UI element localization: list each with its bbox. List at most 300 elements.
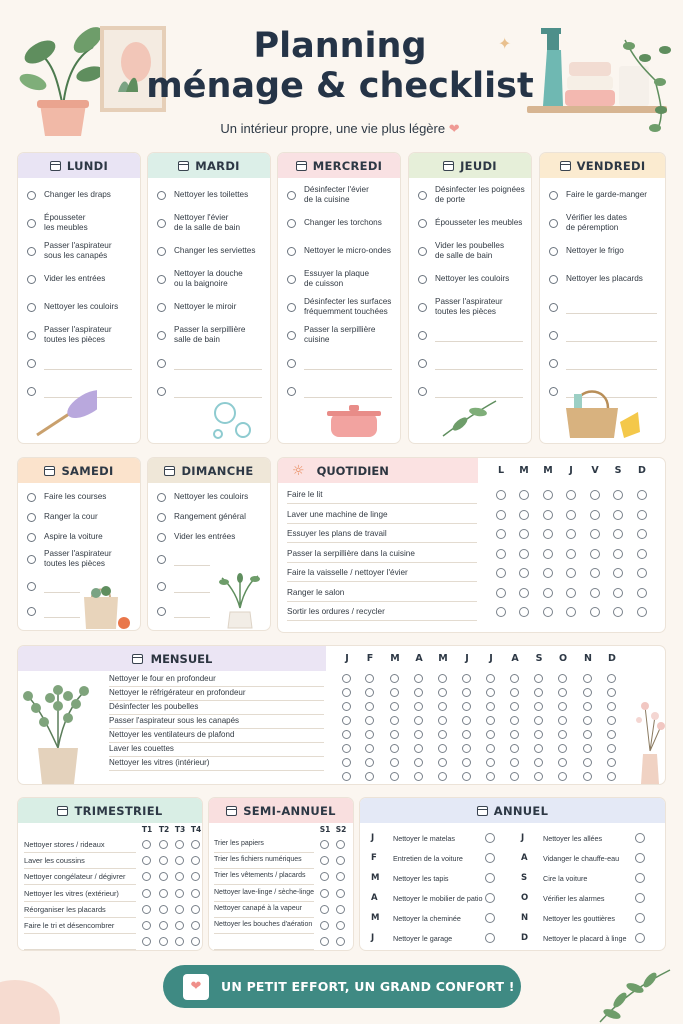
checkbox[interactable]: [558, 674, 567, 683]
checkbox[interactable]: [438, 772, 447, 781]
checkbox[interactable]: [342, 674, 351, 683]
checkbox[interactable]: [418, 247, 427, 256]
checkbox[interactable]: [613, 549, 623, 559]
checkbox[interactable]: [486, 716, 495, 725]
checkbox[interactable]: [613, 588, 623, 598]
checkbox[interactable]: [590, 568, 600, 578]
task-row[interactable]: [18, 214, 140, 232]
checkbox[interactable]: [607, 744, 616, 753]
checkbox[interactable]: [418, 387, 427, 396]
checkbox[interactable]: [157, 493, 166, 502]
checkbox[interactable]: [566, 529, 576, 539]
task-row[interactable]: [148, 326, 270, 344]
checkbox[interactable]: [635, 893, 645, 903]
checkbox[interactable]: [486, 744, 495, 753]
checkbox[interactable]: [191, 937, 200, 946]
row-line: [109, 728, 324, 729]
checkbox[interactable]: [534, 772, 543, 781]
checkbox[interactable]: [462, 758, 471, 767]
checkbox[interactable]: [635, 853, 645, 863]
checkbox[interactable]: [607, 688, 616, 697]
checkbox[interactable]: [142, 937, 151, 946]
checkbox[interactable]: [414, 716, 423, 725]
checkbox[interactable]: [438, 730, 447, 739]
checkbox[interactable]: [27, 359, 36, 368]
task-row[interactable]: [148, 508, 270, 526]
checkbox[interactable]: [590, 549, 600, 559]
task-label: Vider les entrées: [174, 531, 236, 541]
checkbox[interactable]: [438, 702, 447, 711]
checkbox[interactable]: [320, 889, 329, 898]
checkbox[interactable]: [191, 872, 200, 881]
checkbox[interactable]: [485, 913, 495, 923]
checkbox[interactable]: [519, 549, 529, 559]
checkbox[interactable]: [27, 275, 36, 284]
checkbox[interactable]: [607, 730, 616, 739]
checkbox[interactable]: [566, 549, 576, 559]
leaf-branch-illustration: [590, 960, 680, 1024]
checkbox[interactable]: [157, 219, 166, 228]
checkbox[interactable]: [496, 510, 506, 520]
checkbox[interactable]: [365, 702, 374, 711]
checkbox[interactable]: [558, 716, 567, 725]
checkbox[interactable]: [590, 529, 600, 539]
checkbox[interactable]: [27, 607, 36, 616]
task-row[interactable]: [148, 186, 270, 204]
checkbox[interactable]: [159, 856, 168, 865]
checkbox[interactable]: [287, 275, 296, 284]
checkbox[interactable]: [157, 275, 166, 284]
checkbox[interactable]: [543, 510, 553, 520]
task-row[interactable]: [278, 298, 400, 316]
checkbox[interactable]: [159, 840, 168, 849]
checkbox[interactable]: [607, 772, 616, 781]
checkbox[interactable]: [27, 555, 36, 564]
checkbox[interactable]: [320, 872, 329, 881]
checkbox[interactable]: [342, 716, 351, 725]
checkbox[interactable]: [438, 674, 447, 683]
checkbox[interactable]: [157, 607, 166, 616]
checkbox[interactable]: [438, 688, 447, 697]
checkbox[interactable]: [637, 529, 647, 539]
checkbox[interactable]: [157, 387, 166, 396]
checkbox[interactable]: [336, 840, 345, 849]
checkbox[interactable]: [637, 607, 647, 617]
checkbox[interactable]: [365, 688, 374, 697]
checkbox[interactable]: [159, 889, 168, 898]
checkbox[interactable]: [390, 688, 399, 697]
checkbox[interactable]: [590, 510, 600, 520]
checkbox[interactable]: [390, 730, 399, 739]
checkbox[interactable]: [583, 730, 592, 739]
checkbox[interactable]: [566, 510, 576, 520]
checkbox[interactable]: [27, 191, 36, 200]
task-row[interactable]: [540, 270, 665, 288]
task-row[interactable]: [18, 550, 140, 568]
checkbox[interactable]: [159, 937, 168, 946]
checkbox[interactable]: [496, 549, 506, 559]
checkbox[interactable]: [637, 588, 647, 598]
day-header: [18, 153, 140, 178]
task-row[interactable]: [409, 270, 531, 288]
checkbox[interactable]: [157, 359, 166, 368]
checkbox[interactable]: [635, 873, 645, 883]
checkbox[interactable]: [142, 905, 151, 914]
checkbox[interactable]: [543, 607, 553, 617]
checkbox[interactable]: [175, 905, 184, 914]
checkbox[interactable]: [485, 853, 495, 863]
checkbox[interactable]: [543, 588, 553, 598]
checkbox[interactable]: [27, 493, 36, 502]
checkbox[interactable]: [485, 893, 495, 903]
checkbox[interactable]: [159, 921, 168, 930]
checkbox[interactable]: [558, 758, 567, 767]
checkbox[interactable]: [510, 674, 519, 683]
checkbox[interactable]: [566, 490, 576, 500]
checkbox[interactable]: [142, 856, 151, 865]
checkbox[interactable]: [365, 730, 374, 739]
checkbox[interactable]: [510, 702, 519, 711]
checkbox[interactable]: [191, 905, 200, 914]
checkbox[interactable]: [566, 607, 576, 617]
checkbox[interactable]: [462, 674, 471, 683]
checkbox[interactable]: [549, 191, 558, 200]
checkbox[interactable]: [159, 905, 168, 914]
checkbox[interactable]: [558, 702, 567, 711]
checkbox[interactable]: [613, 529, 623, 539]
checkbox[interactable]: [365, 716, 374, 725]
checkbox[interactable]: [485, 873, 495, 883]
checkbox[interactable]: [519, 568, 529, 578]
checkbox[interactable]: [637, 549, 647, 559]
checkbox[interactable]: [191, 889, 200, 898]
checkbox[interactable]: [496, 568, 506, 578]
task-label: Laver les couettes: [109, 744, 174, 753]
checkbox[interactable]: [607, 758, 616, 767]
checkbox[interactable]: [462, 730, 471, 739]
checkbox[interactable]: [175, 937, 184, 946]
checkbox[interactable]: [637, 510, 647, 520]
quarter-column-label: T2: [158, 825, 170, 834]
checkbox[interactable]: [336, 937, 345, 946]
checkbox[interactable]: [534, 730, 543, 739]
checkbox[interactable]: [157, 533, 166, 542]
checkbox[interactable]: [438, 716, 447, 725]
dimanche-title: DIMANCHE: [181, 463, 254, 478]
checkbox[interactable]: [287, 247, 296, 256]
checkbox[interactable]: [519, 607, 529, 617]
checkbox[interactable]: [583, 744, 592, 753]
checkbox[interactable]: [510, 744, 519, 753]
checkbox[interactable]: [342, 688, 351, 697]
checkbox[interactable]: [519, 529, 529, 539]
task-row[interactable]: [148, 214, 270, 232]
checkbox[interactable]: [549, 275, 558, 284]
checkbox[interactable]: [543, 568, 553, 578]
task-row[interactable]: [18, 528, 140, 546]
task-row[interactable]: [409, 186, 531, 204]
checkbox[interactable]: [519, 490, 529, 500]
checkbox[interactable]: [27, 247, 36, 256]
checkbox[interactable]: [486, 772, 495, 781]
checkbox[interactable]: [390, 716, 399, 725]
checkbox[interactable]: [414, 702, 423, 711]
checkbox[interactable]: [558, 744, 567, 753]
checkbox[interactable]: [390, 702, 399, 711]
plant-vase-illustration: [218, 568, 262, 631]
checkbox[interactable]: [175, 921, 184, 930]
checkbox[interactable]: [365, 772, 374, 781]
task-label: Réorganiser les placards: [24, 904, 106, 914]
checkbox[interactable]: [175, 872, 184, 881]
checkbox[interactable]: [486, 674, 495, 683]
checkbox[interactable]: [583, 702, 592, 711]
checkbox[interactable]: [566, 588, 576, 598]
checkbox[interactable]: [414, 688, 423, 697]
checkbox[interactable]: [365, 674, 374, 683]
checkbox[interactable]: [486, 702, 495, 711]
checkbox[interactable]: [27, 582, 36, 591]
checkbox[interactable]: [462, 744, 471, 753]
checkbox[interactable]: [157, 191, 166, 200]
checkbox[interactable]: [534, 716, 543, 725]
checkbox[interactable]: [583, 716, 592, 725]
checkbox[interactable]: [27, 303, 36, 312]
checkbox[interactable]: [414, 758, 423, 767]
checkbox[interactable]: [613, 510, 623, 520]
checkbox[interactable]: [142, 872, 151, 881]
checkbox[interactable]: [27, 533, 36, 542]
checkbox[interactable]: [485, 933, 495, 943]
checkbox[interactable]: [418, 219, 427, 228]
checkbox[interactable]: [607, 702, 616, 711]
checkbox[interactable]: [607, 674, 616, 683]
checkbox[interactable]: [583, 772, 592, 781]
checkbox[interactable]: [336, 905, 345, 914]
checkbox[interactable]: [486, 758, 495, 767]
checkbox[interactable]: [549, 359, 558, 368]
checkbox[interactable]: [637, 568, 647, 578]
checkbox[interactable]: [549, 247, 558, 256]
checkbox[interactable]: [438, 758, 447, 767]
calendar-icon: [560, 161, 571, 171]
checkbox[interactable]: [486, 730, 495, 739]
checkbox[interactable]: [583, 688, 592, 697]
checkbox[interactable]: [157, 513, 166, 522]
checkbox[interactable]: [390, 744, 399, 753]
checkbox[interactable]: [27, 219, 36, 228]
task-label: Sortir les ordures / recycler: [287, 607, 385, 616]
checkbox[interactable]: [590, 588, 600, 598]
task-row[interactable]: [148, 298, 270, 316]
checkbox[interactable]: [342, 730, 351, 739]
checkbox[interactable]: [175, 889, 184, 898]
checkbox[interactable]: [157, 303, 166, 312]
checkbox[interactable]: [462, 772, 471, 781]
checkbox[interactable]: [418, 303, 427, 312]
checkbox[interactable]: [549, 303, 558, 312]
checkbox[interactable]: [549, 219, 558, 228]
checkbox[interactable]: [287, 191, 296, 200]
checkbox[interactable]: [191, 856, 200, 865]
task-row[interactable]: [18, 508, 140, 526]
checkbox[interactable]: [635, 913, 645, 923]
checkbox[interactable]: [414, 730, 423, 739]
task-row[interactable]: [540, 242, 665, 260]
checkbox[interactable]: [27, 331, 36, 340]
checkbox[interactable]: [558, 772, 567, 781]
checkbox[interactable]: [549, 331, 558, 340]
checkbox[interactable]: [365, 758, 374, 767]
checkbox[interactable]: [462, 702, 471, 711]
checkbox[interactable]: [191, 921, 200, 930]
task-row[interactable]: [409, 242, 531, 260]
task-row[interactable]: [148, 488, 270, 506]
checkbox[interactable]: [414, 674, 423, 683]
checkbox[interactable]: [543, 529, 553, 539]
checkbox[interactable]: [566, 568, 576, 578]
samedi-header: [18, 458, 140, 483]
checkbox[interactable]: [320, 905, 329, 914]
checkbox[interactable]: [607, 716, 616, 725]
checkbox[interactable]: [191, 840, 200, 849]
checkbox[interactable]: [637, 490, 647, 500]
checkbox[interactable]: [336, 921, 345, 930]
checkbox[interactable]: [142, 921, 151, 930]
checkbox[interactable]: [486, 688, 495, 697]
task-row[interactable]: [409, 214, 531, 232]
task-row[interactable]: [18, 298, 140, 316]
checkbox[interactable]: [390, 758, 399, 767]
checkbox[interactable]: [342, 758, 351, 767]
checkbox[interactable]: [320, 840, 329, 849]
checkbox[interactable]: [510, 716, 519, 725]
checkbox[interactable]: [157, 247, 166, 256]
task-row[interactable]: [18, 488, 140, 506]
checkbox[interactable]: [159, 872, 168, 881]
task-row[interactable]: [278, 270, 400, 288]
checkbox[interactable]: [414, 772, 423, 781]
checkbox[interactable]: [336, 889, 345, 898]
checkbox[interactable]: [534, 744, 543, 753]
checkbox[interactable]: [613, 490, 623, 500]
checkbox[interactable]: [534, 702, 543, 711]
task-row[interactable]: [148, 242, 270, 260]
checkbox[interactable]: [519, 510, 529, 520]
checkbox[interactable]: [543, 549, 553, 559]
checkbox[interactable]: [485, 833, 495, 843]
checkbox[interactable]: [510, 730, 519, 739]
task-row[interactable]: [18, 270, 140, 288]
checkbox[interactable]: [342, 772, 351, 781]
checkbox[interactable]: [336, 872, 345, 881]
checkbox[interactable]: [543, 490, 553, 500]
checkbox[interactable]: [418, 359, 427, 368]
checkbox[interactable]: [496, 588, 506, 598]
checkbox[interactable]: [613, 607, 623, 617]
checkbox[interactable]: [558, 730, 567, 739]
task-row[interactable]: [278, 186, 400, 204]
checkbox[interactable]: [414, 744, 423, 753]
checkbox[interactable]: [635, 833, 645, 843]
checkbox[interactable]: [418, 331, 427, 340]
checkbox[interactable]: [320, 937, 329, 946]
row-line: [214, 884, 314, 885]
checkbox[interactable]: [287, 303, 296, 312]
checkbox[interactable]: [27, 513, 36, 522]
checkbox[interactable]: [613, 568, 623, 578]
task-row[interactable]: [18, 242, 140, 260]
checkbox[interactable]: [342, 702, 351, 711]
checkbox[interactable]: [418, 191, 427, 200]
checkbox[interactable]: [519, 588, 529, 598]
task-row[interactable]: [278, 214, 400, 232]
month-column-letter: J: [489, 653, 493, 664]
checkbox[interactable]: [287, 331, 296, 340]
checkbox[interactable]: [320, 921, 329, 930]
task-row[interactable]: [18, 186, 140, 204]
task-label: Nettoyer le garage: [393, 934, 453, 943]
checkbox[interactable]: [342, 744, 351, 753]
checkbox[interactable]: [549, 387, 558, 396]
checkbox[interactable]: [320, 856, 329, 865]
checkbox[interactable]: [390, 772, 399, 781]
checkbox[interactable]: [157, 555, 166, 564]
checkbox[interactable]: [590, 490, 600, 500]
checkbox[interactable]: [287, 359, 296, 368]
day-column-letter: J: [569, 465, 573, 476]
checkbox[interactable]: [462, 688, 471, 697]
checkbox[interactable]: [534, 674, 543, 683]
checkbox[interactable]: [157, 331, 166, 340]
task-row[interactable]: [540, 186, 665, 204]
checkbox[interactable]: [558, 688, 567, 697]
task-row[interactable]: [148, 528, 270, 546]
checkbox[interactable]: [287, 387, 296, 396]
checkbox[interactable]: [590, 607, 600, 617]
task-row[interactable]: [148, 270, 270, 288]
task-row[interactable]: [278, 326, 400, 344]
checkbox[interactable]: [287, 219, 296, 228]
checkbox[interactable]: [510, 688, 519, 697]
checkbox[interactable]: [583, 758, 592, 767]
checkbox[interactable]: [438, 744, 447, 753]
checkbox[interactable]: [510, 758, 519, 767]
checkbox[interactable]: [583, 674, 592, 683]
checkbox[interactable]: [175, 840, 184, 849]
task-row[interactable]: [18, 326, 140, 344]
task-row[interactable]: [278, 242, 400, 260]
checkbox[interactable]: [496, 490, 506, 500]
checkbox[interactable]: [142, 889, 151, 898]
task-row[interactable]: [409, 298, 531, 316]
checkbox[interactable]: [365, 744, 374, 753]
checkbox[interactable]: [418, 275, 427, 284]
checkbox[interactable]: [157, 582, 166, 591]
checkbox[interactable]: [462, 716, 471, 725]
checkbox[interactable]: [534, 688, 543, 697]
checkbox[interactable]: [496, 529, 506, 539]
checkbox[interactable]: [534, 758, 543, 767]
task-row[interactable]: [540, 214, 665, 232]
checkbox[interactable]: [175, 856, 184, 865]
checkbox[interactable]: [142, 840, 151, 849]
checkbox[interactable]: [390, 674, 399, 683]
checkbox[interactable]: [635, 933, 645, 943]
checkbox[interactable]: [336, 856, 345, 865]
checkbox[interactable]: [510, 772, 519, 781]
checkbox[interactable]: [496, 607, 506, 617]
